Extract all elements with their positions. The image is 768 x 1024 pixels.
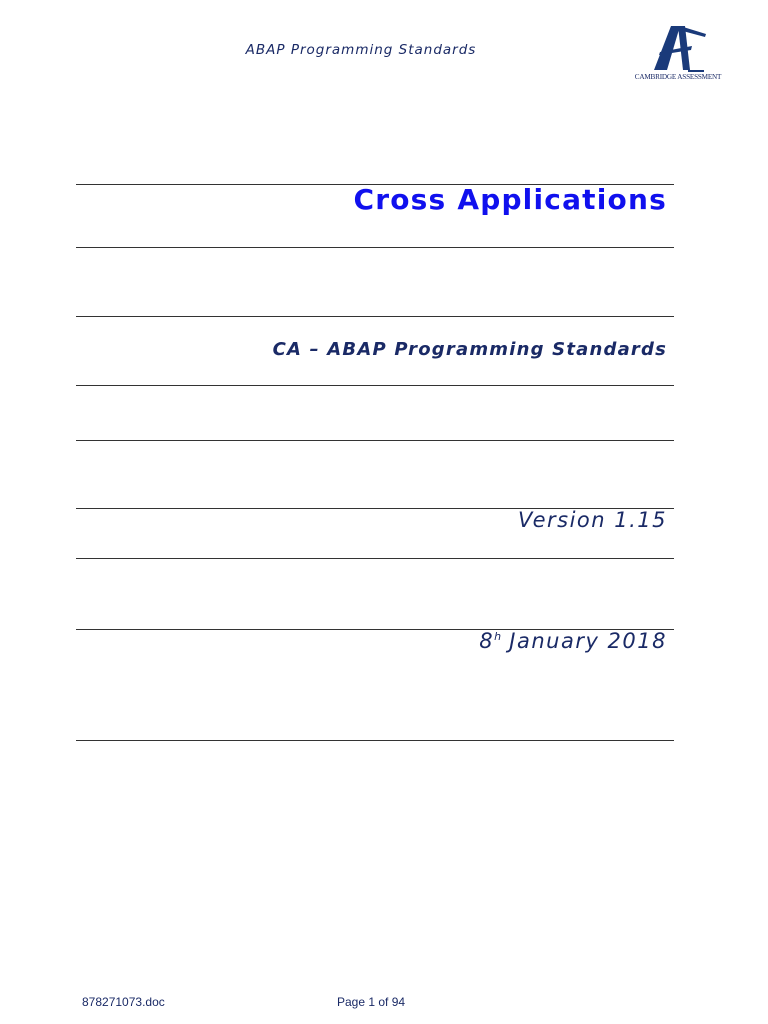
divider-line: [76, 740, 674, 741]
footer-page-number: Page 1 of 94: [337, 995, 406, 1009]
divider-line: [76, 558, 674, 559]
divider-line: [76, 316, 674, 317]
logo: [622, 22, 734, 86]
cambridge-assessment-logo-icon: [622, 22, 734, 72]
divider-line: [76, 247, 674, 248]
document-subtitle: CA – ABAP Programming Standards: [272, 339, 667, 360]
header-title: ABAP Programming Standards: [245, 42, 477, 58]
version-label: Version 1.15: [517, 508, 667, 532]
page-title: Cross Applications: [353, 183, 667, 216]
date-day: 8: [479, 629, 495, 653]
logo-caption: CAMBRIDGE ASSESSMENT: [634, 73, 722, 81]
footer-document-name: 878271073.doc: [82, 995, 165, 1009]
divider-line: [76, 385, 674, 386]
divider-line: [76, 440, 674, 441]
date-rest: January 2018: [501, 629, 667, 653]
document-date: [479, 629, 667, 653]
date-suffix: h: [494, 630, 502, 643]
